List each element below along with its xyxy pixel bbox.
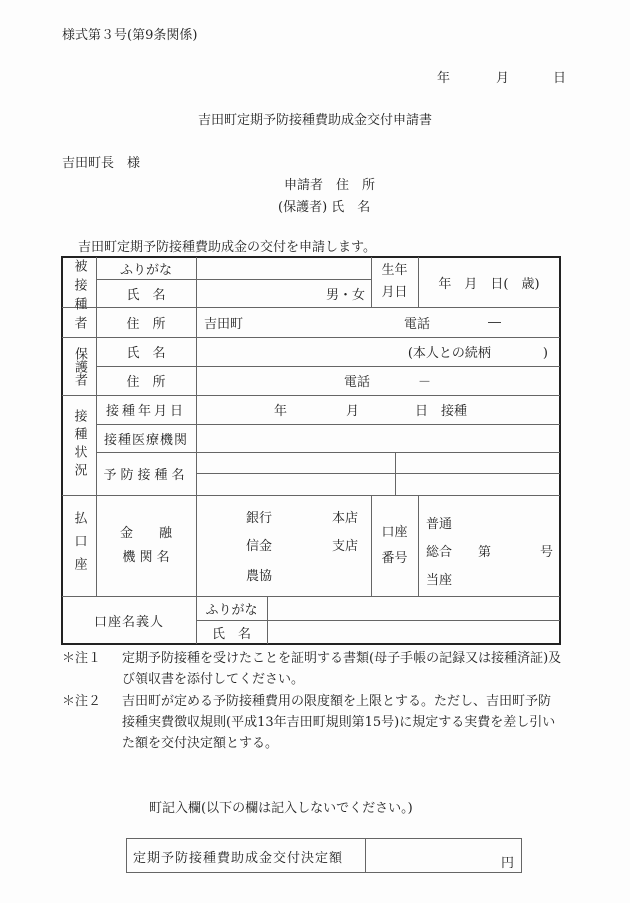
vaccinee-address-label: 住 所 — [126, 316, 166, 332]
holder-name-label: 氏 名 — [211, 626, 251, 642]
acct-label-line2: 番号 — [381, 550, 408, 566]
dob-label-line1: 生年 — [381, 263, 408, 278]
futsu-option[interactable]: 普通 — [426, 517, 453, 532]
guardian-phone-label: 電話 — [344, 375, 371, 390]
dai-label: 第 — [478, 545, 492, 560]
fin-label-line1: 金 融 — [119, 525, 172, 541]
dob-input[interactable] — [418, 257, 560, 307]
payment-group-label: 払口座 — [71, 511, 87, 580]
vaccine-name-label: 予防接種名 — [103, 468, 189, 483]
decision-amount-input[interactable] — [366, 839, 522, 873]
vaccinee-name-input[interactable] — [196, 279, 371, 307]
address-prefix: 吉田町 — [204, 316, 244, 332]
date-day-label: 日 — [553, 71, 567, 86]
note-2 — [62, 691, 562, 754]
office-table — [126, 838, 522, 873]
dob-label-line2: 月日 — [381, 285, 408, 300]
vaccine-name-input-3[interactable] — [196, 473, 395, 495]
holder-furigana-label: ふりがな — [205, 602, 258, 618]
vaccine-name-input-2[interactable] — [395, 452, 560, 473]
relation-label: (本人との続柄 ) — [407, 346, 548, 361]
vaccinee-address-input[interactable] — [196, 307, 560, 337]
head-office-option[interactable]: 本店 — [332, 511, 359, 526]
vaccinee-phone-label: 電話 — [404, 316, 431, 332]
decision-amount-label: 定期予防接種費助成金交付決定額 — [133, 851, 344, 866]
vaccination-day: 日 接種 — [415, 404, 468, 419]
note-2-text: 吉田町が定める予防接種費用の限度額を上限とする。ただし、吉田町予防接種実費徴収規則(平成13年吉田町規則第15号)に規定する実費を差し引いた額を交付決定額とする。 — [122, 694, 556, 751]
guardian-address-input[interactable] — [196, 366, 560, 395]
note-1-mark: ＊注１ — [62, 651, 102, 666]
financial-institution-input[interactable] — [196, 495, 371, 596]
financial-institution-label — [96, 495, 196, 596]
vaccinee-phone-dash: ― — [488, 314, 501, 330]
addressee: 吉田町長 様 — [62, 156, 141, 171]
vaccination-date-input[interactable] — [196, 395, 560, 424]
branch-option[interactable]: 支店 — [332, 539, 359, 554]
vaccinee-furigana-input[interactable] — [196, 257, 371, 279]
office-section-label: 町記入欄(以下の欄は記入しないでください。) — [149, 801, 413, 816]
toza-option[interactable]: 当座 — [426, 573, 453, 588]
yen-unit: 円 — [500, 856, 514, 871]
institution-input[interactable] — [196, 424, 560, 452]
dob-value: 年 月 日( 歳) — [438, 276, 540, 292]
account-number-label — [371, 495, 418, 596]
account-number-input[interactable] — [418, 495, 560, 596]
intro-text: 吉田町定期予防接種費助成金の交付を申請します。 — [78, 240, 376, 255]
vaccinee-group-label: 被接種者 — [71, 259, 87, 335]
holder-furigana-input[interactable] — [267, 596, 560, 620]
guardian-group-label: 保護者 — [72, 346, 87, 386]
guardian-address-label: 住 所 — [126, 375, 166, 390]
vaccine-name-input-1[interactable] — [196, 452, 395, 473]
nokyo-option[interactable]: 農協 — [246, 569, 273, 584]
vaccinee-name-label: 氏 名 — [126, 287, 166, 303]
note-1-text: 定期予防接種を受けたことを証明する書類(母子手帳の記録又は接種済証)及び領収書を添付してください。 — [122, 651, 562, 687]
sex-selector[interactable]: 男・女 — [325, 287, 365, 303]
vaccinee-furigana-label: ふりがな — [119, 262, 172, 278]
institution-label: 接種医療機関 — [103, 432, 188, 448]
form-number: 様式第３号(第9条関係) — [62, 28, 198, 43]
shinkin-option[interactable]: 信金 — [246, 539, 273, 554]
vaccination-year: 年 — [274, 404, 288, 419]
guardian-name-input[interactable] — [196, 337, 560, 366]
applicant-name-label: (保護者) 氏 名 — [278, 200, 371, 215]
applicant-address-label: 申請者 住 所 — [284, 178, 376, 193]
holder-name-input[interactable] — [267, 620, 560, 644]
note-1 — [62, 648, 562, 690]
dob-label — [371, 257, 418, 307]
note-2-mark: ＊注２ — [62, 694, 102, 709]
vaccination-date-label: 接種年月日 — [105, 404, 186, 419]
date-year-label: 年 — [437, 71, 451, 86]
go-label: 号 — [540, 545, 554, 560]
fin-label-line2: 機 関 名 — [122, 549, 170, 565]
account-holder-label: 口座名義人 — [93, 614, 164, 630]
guardian-phone-dash: － — [418, 375, 432, 390]
sogo-option[interactable]: 総合 — [426, 545, 453, 560]
bank-option[interactable]: 銀行 — [246, 511, 273, 526]
acct-label-line1: 口座 — [381, 524, 408, 540]
date-month-label: 月 — [496, 71, 510, 86]
page-title: 吉田町定期予防接種費助成金交付申請書 — [197, 113, 432, 128]
guardian-name-label: 氏 名 — [126, 346, 166, 361]
vaccination-group-label: 接種状況 — [71, 409, 87, 481]
vaccine-name-input-4[interactable] — [395, 473, 560, 495]
vaccination-month: 月 — [346, 404, 360, 419]
